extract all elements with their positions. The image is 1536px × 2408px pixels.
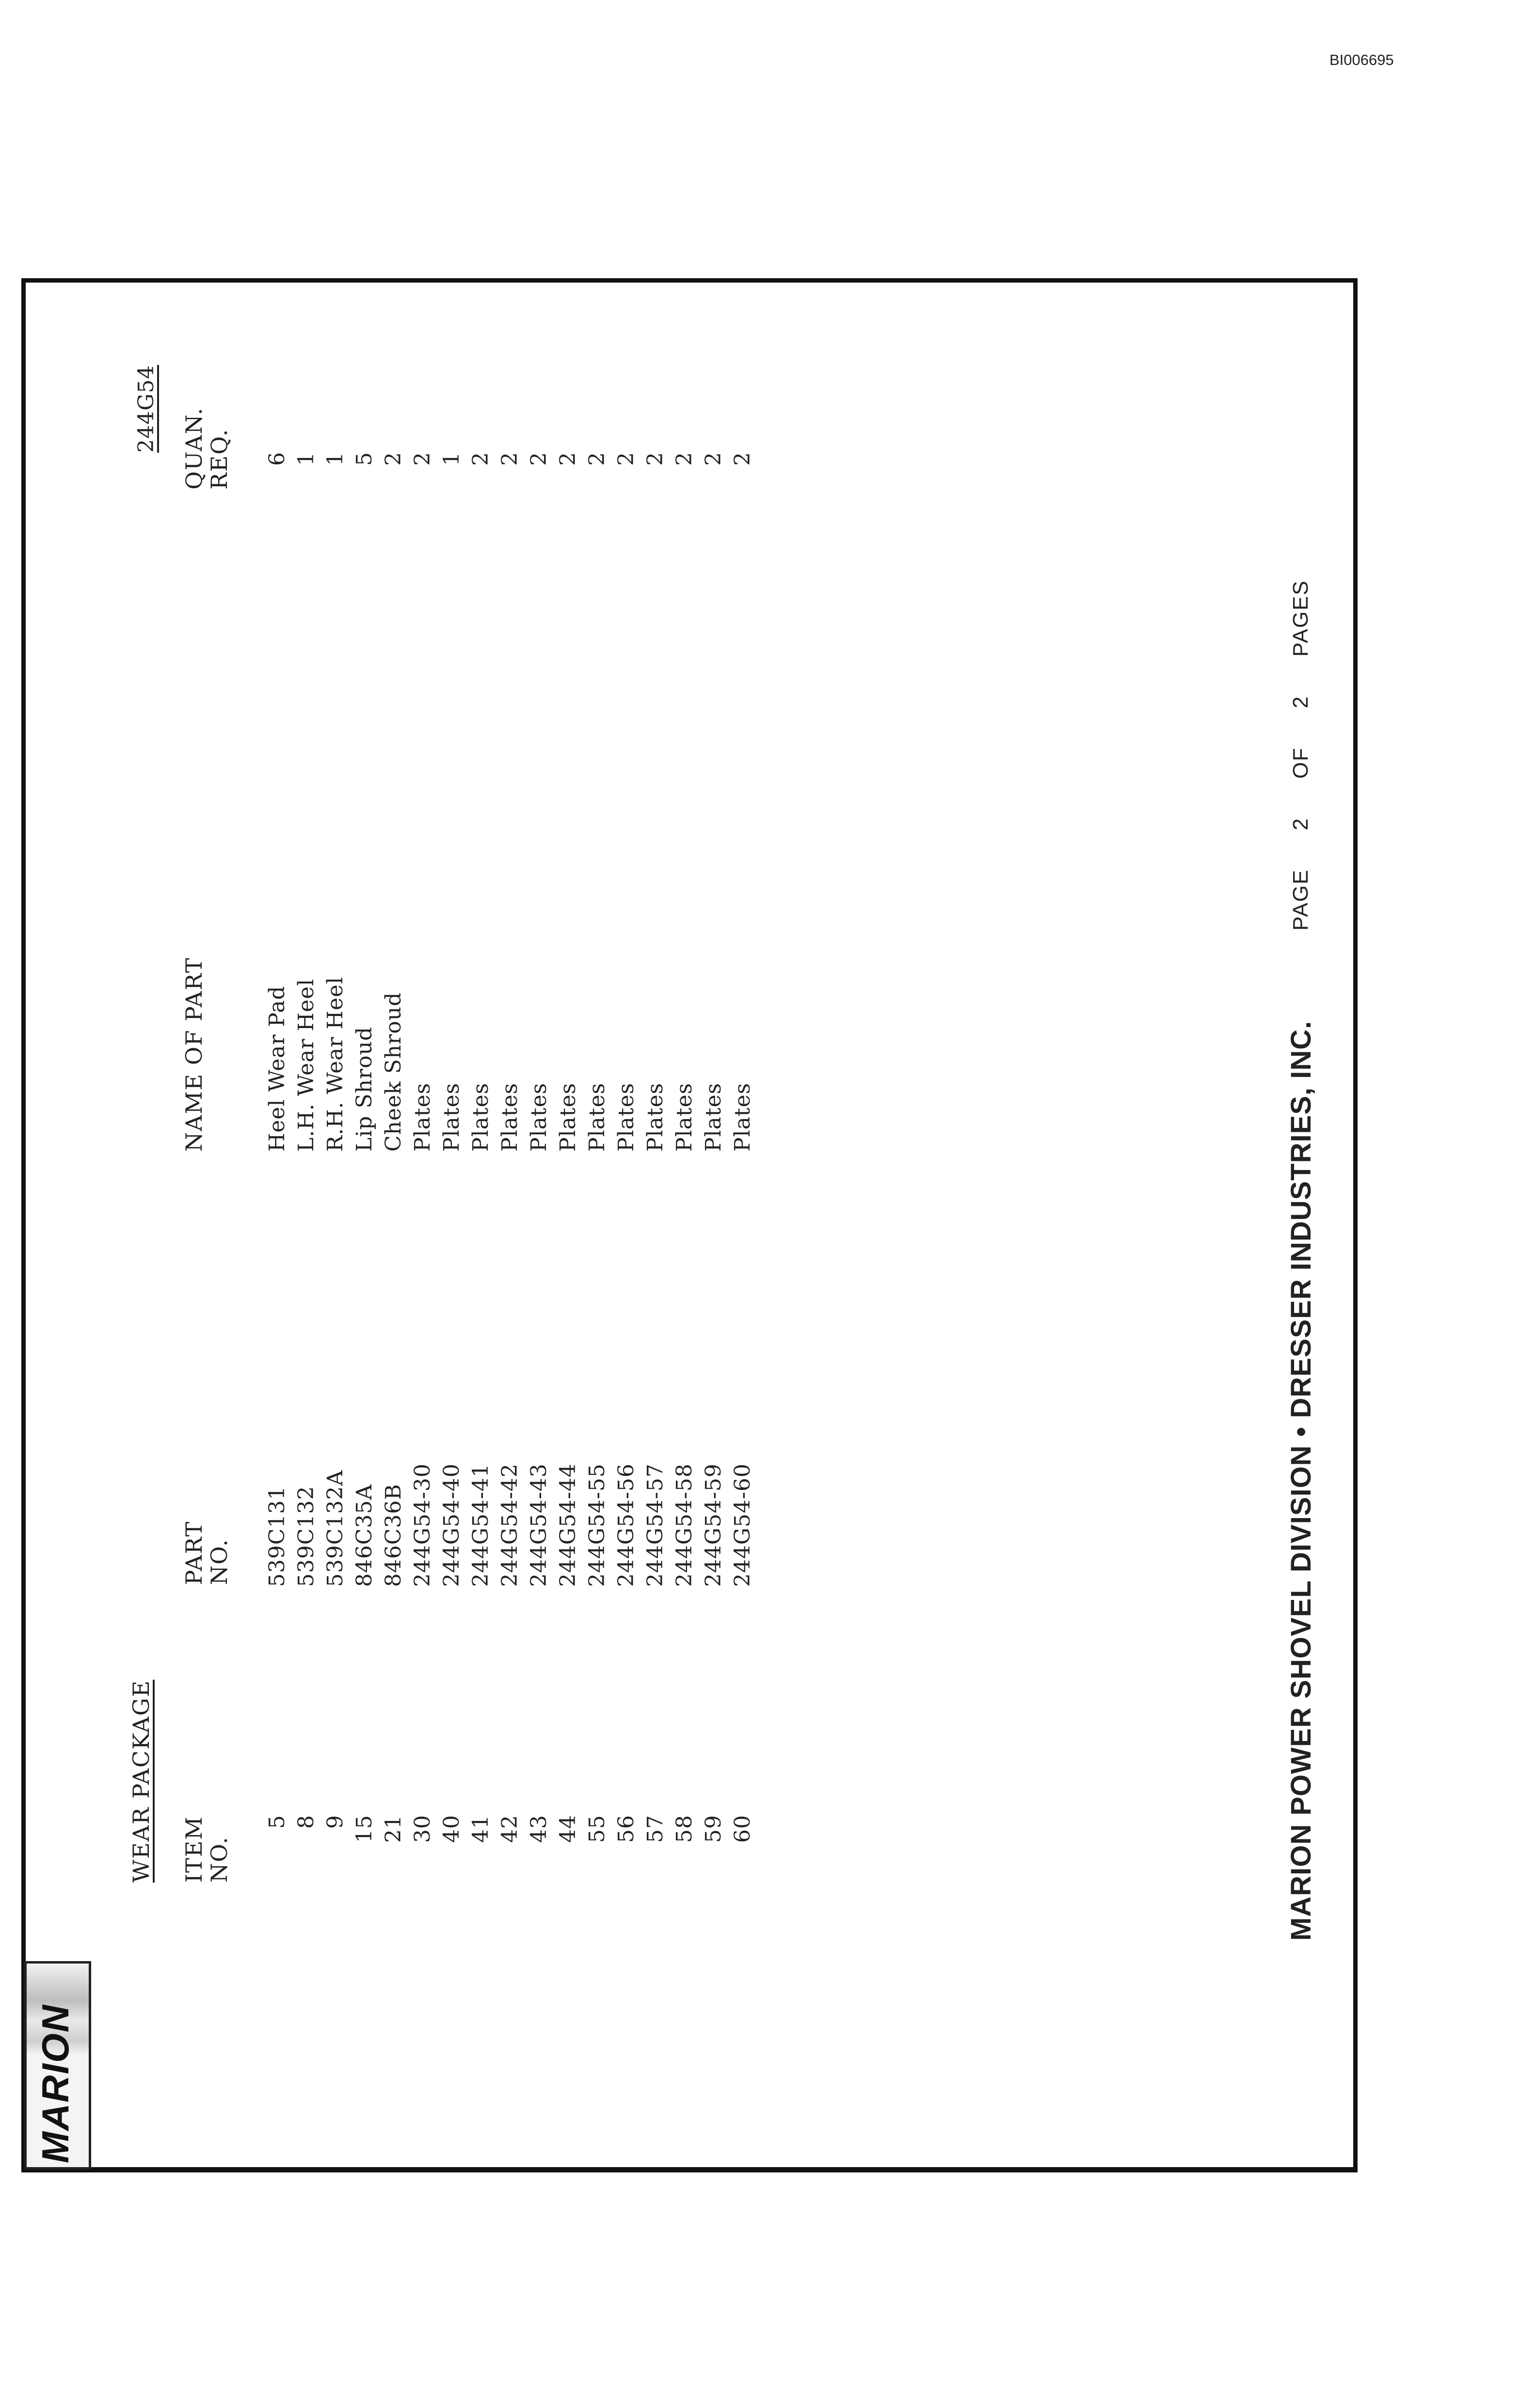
item-no-cell: 58 (672, 1815, 697, 1843)
part-no-cell: 244G54-44 (556, 1463, 580, 1587)
part-no-cell: 244G54-57 (643, 1463, 668, 1587)
part-name-cell: Cheek Shroud (381, 992, 406, 1152)
header-name-of-part: NAME OF PART (181, 957, 207, 1152)
logo-text: MARION (34, 2004, 77, 2163)
part-no-cell: 539C132A (323, 1470, 348, 1587)
quantity-cell: 2 (497, 452, 522, 466)
part-name-cell: R.H. Wear Heel (323, 977, 348, 1152)
quantity-cell: 6 (265, 452, 289, 466)
header-quantity-required: QUAN. REQ. (181, 407, 232, 490)
bates-number: BI006695 (1329, 51, 1394, 68)
company-footer: MARION POWER SHOVEL DIVISION • DRESSER INDUSTRIES, INC. (1285, 1020, 1317, 1941)
item-no-cell: 8 (294, 1815, 319, 1829)
part-no-cell: 846C36B (381, 1484, 406, 1587)
part-column (263, 1463, 757, 1587)
part-name-cell: Plates (439, 1082, 464, 1152)
part-name-cell: Plates (410, 1082, 435, 1152)
item-no-cell: 30 (410, 1815, 435, 1843)
quantity-cell: 1 (323, 452, 348, 466)
item-column (263, 1815, 757, 1883)
part-name-cell: Plates (672, 1082, 697, 1152)
item-no-cell: 21 (381, 1815, 406, 1843)
quantity-cell: 2 (701, 452, 726, 466)
item-no-cell: 55 (585, 1815, 609, 1843)
rotated-content (21, 278, 1358, 2172)
quantity-cell: 5 (352, 452, 377, 466)
part-name-cell: Lip Shroud (352, 1027, 377, 1152)
part-no-cell: 244G54-59 (701, 1463, 726, 1587)
item-no-cell: 57 (643, 1815, 668, 1843)
document-title: WEAR PACKAGE (128, 1679, 154, 1883)
quantity-cell: 2 (556, 452, 580, 466)
quantity-column (263, 452, 757, 476)
quantity-cell: 1 (294, 452, 319, 466)
part-no-cell: 539C132 (294, 1486, 319, 1587)
part-name-cell: Plates (730, 1082, 755, 1152)
part-no-cell: 244G54-43 (527, 1463, 551, 1587)
item-no-cell: 15 (352, 1815, 377, 1843)
item-no-cell: 43 (527, 1815, 551, 1843)
quantity-cell: 2 (730, 452, 755, 466)
quantity-cell: 2 (614, 452, 639, 466)
part-name-cell: Plates (527, 1082, 551, 1152)
quantity-cell: 2 (643, 452, 668, 466)
item-no-cell: 42 (497, 1815, 522, 1843)
part-name-cell: Plates (614, 1082, 639, 1152)
part-no-cell: 244G54-55 (585, 1463, 609, 1587)
item-no-cell: 5 (265, 1815, 289, 1829)
part-name-cell: Plates (556, 1082, 580, 1152)
item-no-cell: 40 (439, 1815, 464, 1843)
item-no-cell: 41 (468, 1815, 493, 1843)
part-no-cell: 244G54-56 (614, 1463, 639, 1587)
quantity-cell: 2 (468, 452, 493, 466)
part-no-cell: 244G54-41 (468, 1463, 493, 1587)
name-column (263, 977, 757, 1152)
part-name-cell: Heel Wear Pad (265, 985, 289, 1152)
quantity-cell: 2 (672, 452, 697, 466)
part-name-cell: Plates (497, 1082, 522, 1152)
page-indicator: PAGE2OF2PAGES (1289, 580, 1312, 931)
header-part-no: PART NO. (181, 1521, 232, 1585)
quantity-cell: 2 (381, 452, 406, 466)
item-no-cell: 56 (614, 1815, 639, 1843)
item-no-cell: 60 (730, 1815, 755, 1843)
item-no-cell: 59 (701, 1815, 726, 1843)
part-no-cell: 244G54-42 (497, 1463, 522, 1587)
part-name-cell: Plates (585, 1082, 609, 1152)
quantity-cell: 2 (585, 452, 609, 466)
part-no-cell: 244G54-30 (410, 1463, 435, 1587)
marion-logo (24, 1961, 91, 2170)
item-no-cell: 9 (323, 1815, 348, 1829)
part-no-cell: 244G54-40 (439, 1463, 464, 1587)
quantity-cell: 1 (439, 452, 464, 466)
part-name-cell: L.H. Wear Heel (294, 979, 319, 1152)
item-no-cell: 44 (556, 1815, 580, 1843)
document-number: 244G54 (134, 364, 159, 453)
part-name-cell: Plates (701, 1082, 726, 1152)
part-no-cell: 244G54-60 (730, 1463, 755, 1587)
part-no-cell: 846C35A (352, 1484, 377, 1587)
part-name-cell: Plates (468, 1082, 493, 1152)
part-no-cell: 244G54-58 (672, 1463, 697, 1587)
part-name-cell: Plates (643, 1082, 668, 1152)
quantity-cell: 2 (410, 452, 435, 466)
part-no-cell: 539C131 (265, 1486, 289, 1587)
header-item-no: ITEM NO. (181, 1816, 232, 1883)
quantity-cell: 2 (527, 452, 551, 466)
